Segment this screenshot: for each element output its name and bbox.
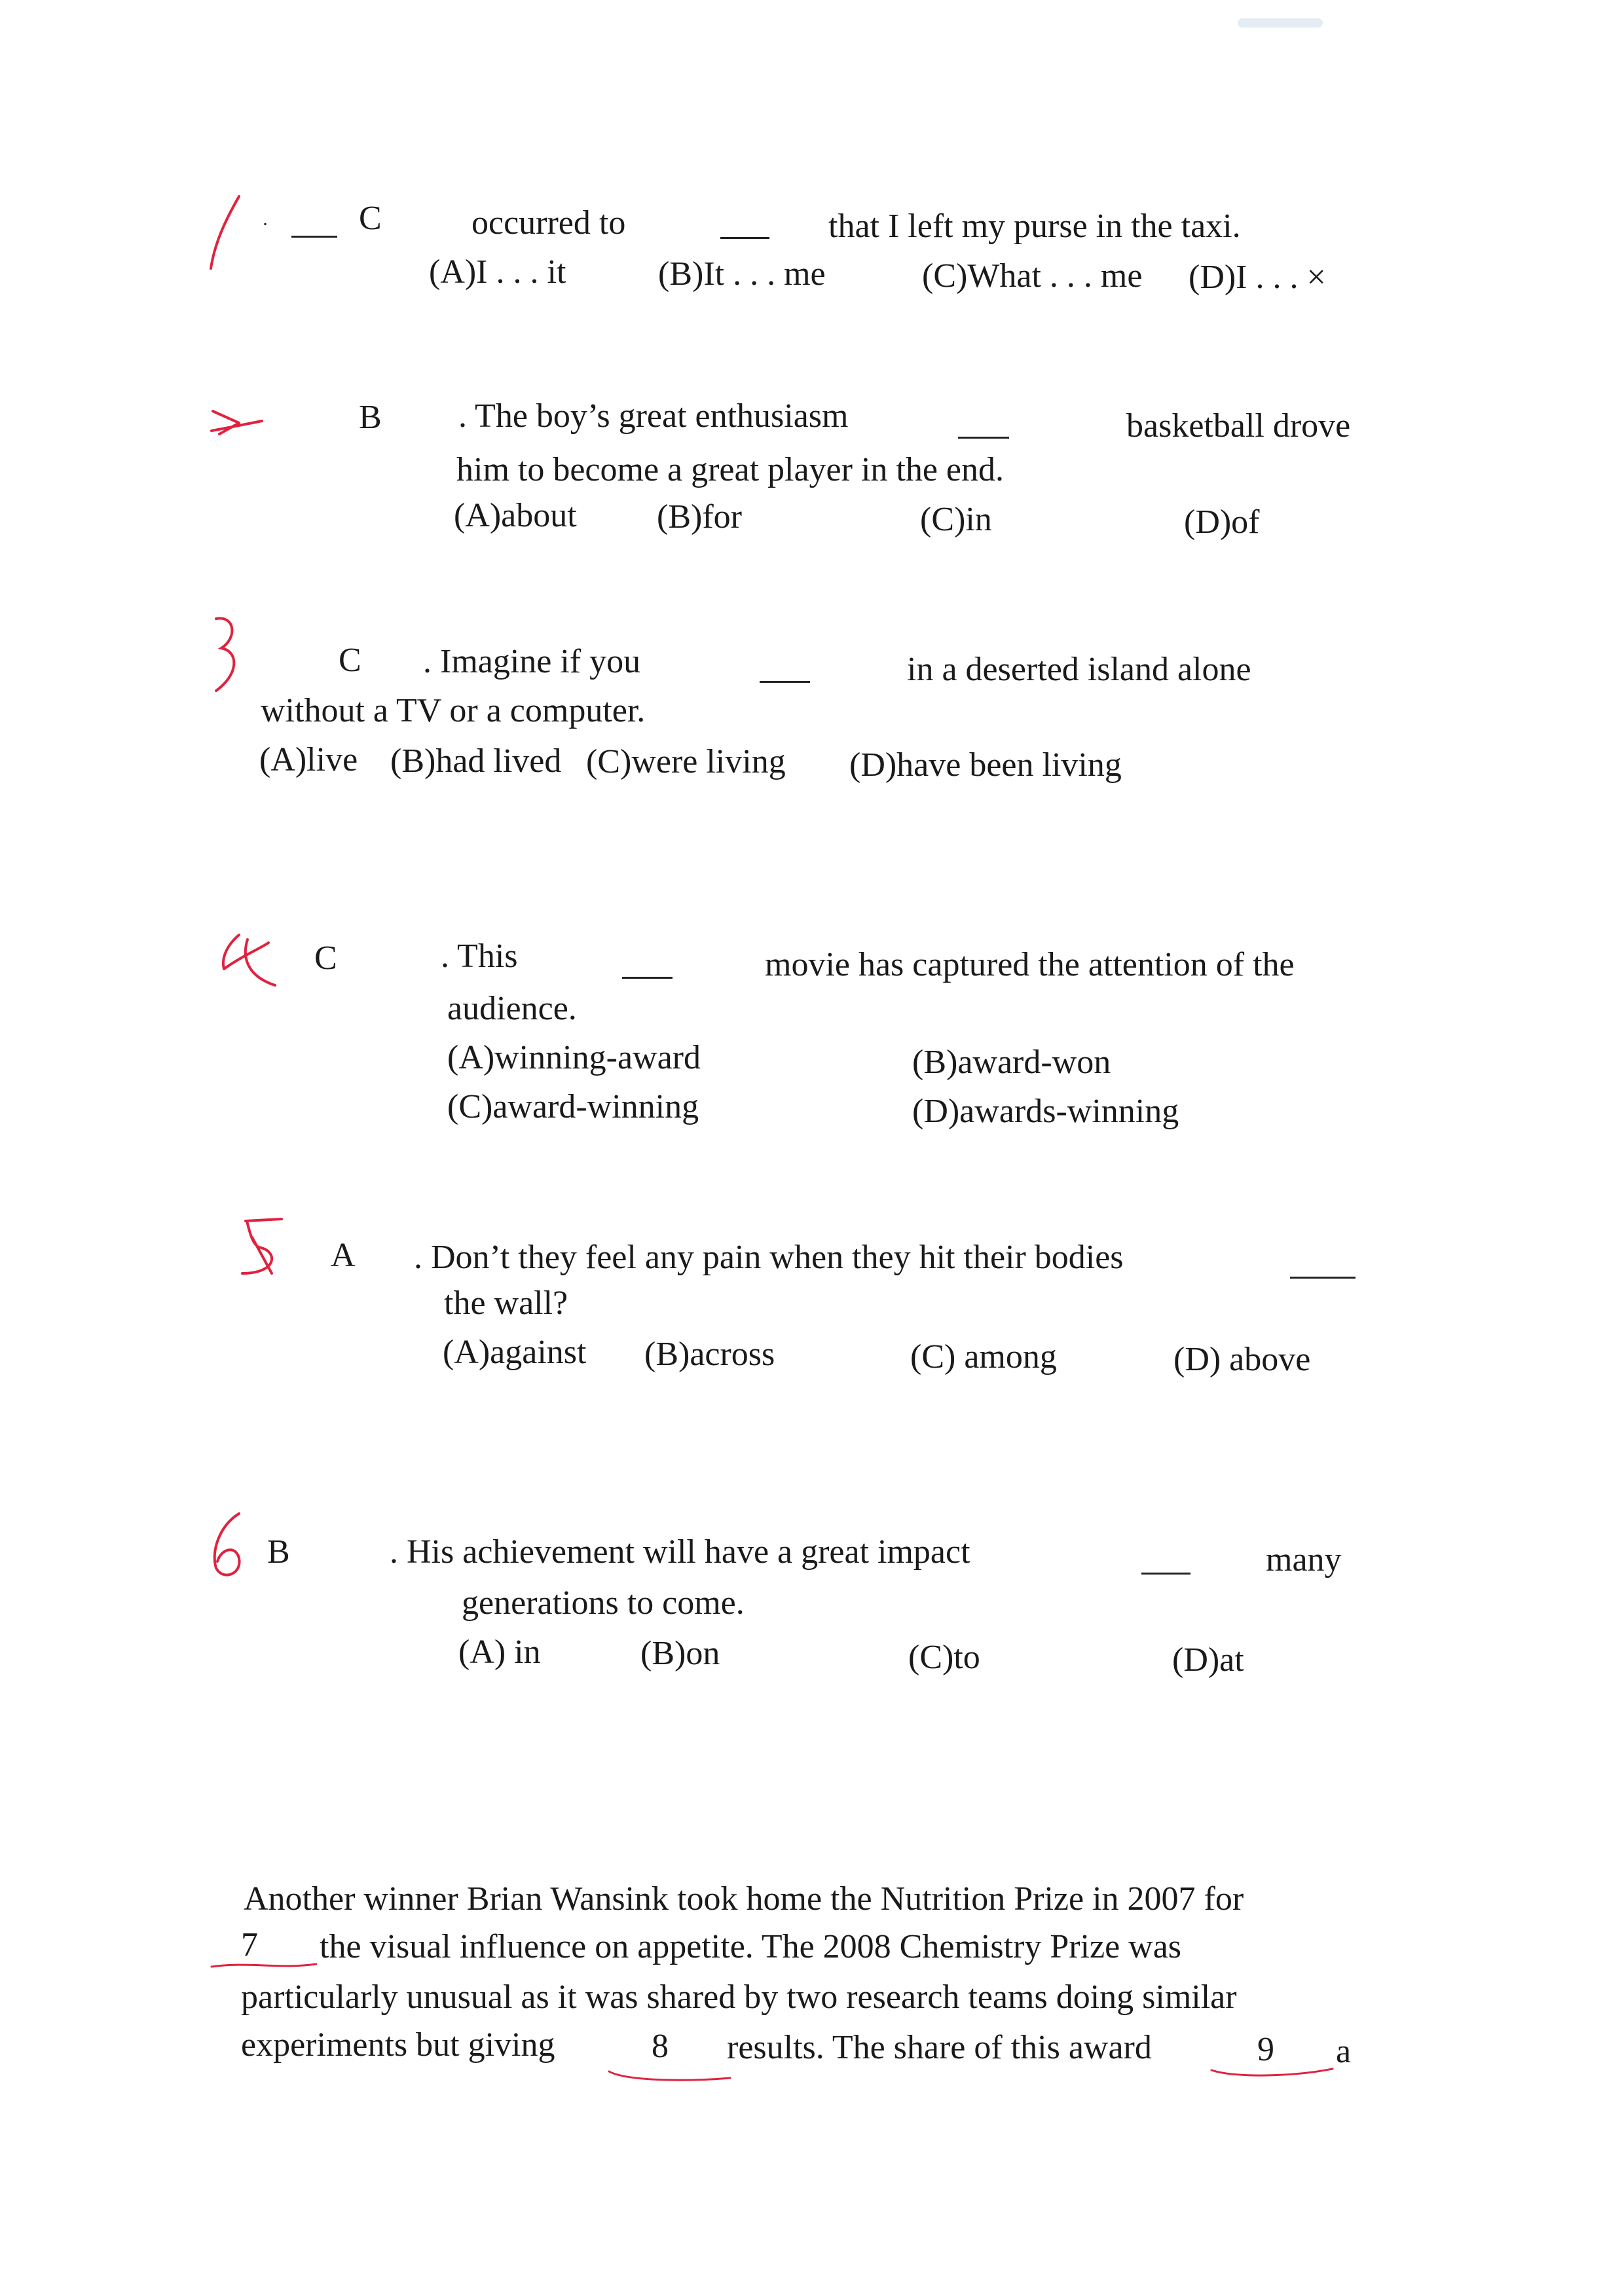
option-d: (D)at	[1172, 1641, 1244, 1679]
option-a: (A)I . . . it	[429, 253, 566, 291]
question-blank	[1141, 1573, 1190, 1575]
answer-letter: C	[359, 200, 382, 237]
scan-smudge	[1238, 18, 1323, 27]
option-a: (A)winning-award	[447, 1039, 701, 1076]
handwritten-number-5	[232, 1211, 291, 1286]
passage-line-4-start: experiments but giving	[241, 2026, 555, 2064]
option-c: (C)award-winning	[447, 1088, 699, 1125]
handwritten-number-2	[206, 405, 272, 447]
handwritten-number-3	[210, 612, 249, 707]
question-blank	[1290, 1277, 1356, 1279]
question-stem-end: basketball drove	[1126, 407, 1351, 445]
option-b: (B)on	[640, 1635, 720, 1672]
option-b: (B)It . . . me	[658, 255, 826, 293]
option-d: (D)of	[1184, 503, 1260, 541]
option-c: (C)What . . . me	[922, 257, 1143, 295]
question-stem: . Imagine if you	[423, 643, 641, 680]
handwritten-underline-9	[1208, 2064, 1339, 2084]
question-stem-line2: generations to come.	[462, 1584, 745, 1622]
option-c: (C)in	[920, 501, 992, 538]
answer-letter: B	[267, 1533, 290, 1571]
blank-number-8: 8	[652, 2028, 669, 2065]
passage-line-4-mid: results. The share of this award	[727, 2029, 1152, 2066]
answer-letter: B	[359, 399, 382, 436]
handwritten-number-1	[203, 190, 249, 285]
question-blank	[958, 437, 1009, 439]
option-b: (B)award-won	[912, 1044, 1111, 1081]
answer-blank	[291, 236, 337, 238]
question-blank	[760, 681, 810, 683]
question-stem: . Don’t they feel any pain when they hit their bodies	[414, 1239, 1124, 1276]
question-blank	[720, 237, 769, 239]
question-stem: . His achievement will have a great impact	[390, 1533, 970, 1571]
option-a: (A)about	[454, 497, 577, 534]
blank-number-9: 9	[1257, 2031, 1274, 2068]
option-b: (B)across	[644, 1336, 775, 1373]
question-stem-end: many	[1266, 1541, 1342, 1578]
handwritten-number-4	[216, 930, 288, 998]
option-d: (D) above	[1173, 1341, 1311, 1378]
option-a: (A)against	[443, 1334, 587, 1371]
option-c: (C) among	[910, 1338, 1057, 1376]
answer-letter: C	[314, 939, 337, 977]
option-c: (C)to	[908, 1639, 980, 1676]
option-d: (D)have been living	[849, 746, 1122, 784]
option-d: (D)awards-winning	[912, 1093, 1179, 1130]
handwritten-underline-8	[606, 2068, 737, 2088]
option-c: (C)were living	[586, 743, 786, 780]
option-b: (B)had lived	[390, 742, 562, 780]
question-stem-line2: without a TV or a computer.	[261, 692, 646, 729]
question-stem: occurred to	[471, 204, 626, 242]
passage-line-4-end: a	[1336, 2033, 1352, 2070]
bullet-dot: ·	[262, 213, 268, 235]
option-a: (A) in	[458, 1633, 541, 1671]
option-d: (D)I . . . ×	[1189, 259, 1326, 296]
handwritten-number-6	[203, 1506, 255, 1588]
question-stem-line2: the wall?	[444, 1285, 568, 1322]
passage-line-1: Another winner Brian Wansink took home the Nutrition Prize in 2007 for	[244, 1880, 1244, 1918]
question-stem-end: that I left my purse in the taxi.	[828, 208, 1241, 245]
answer-letter: C	[339, 642, 361, 679]
passage-line-3: particularly unusual as it was shared by two research teams doing similar	[241, 1978, 1237, 2016]
blank-number-7: 7	[241, 1926, 258, 1963]
option-b: (B)for	[657, 498, 742, 536]
question-stem-line2: audience.	[447, 990, 577, 1027]
answer-letter: A	[331, 1237, 356, 1274]
question-stem-line2: him to become a great player in the end.	[456, 451, 1005, 488]
passage-line-2: the visual influence on appetite. The 2008 Chemistry Prize was	[320, 1928, 1182, 1965]
question-stem-end: movie has captured the attention of the	[765, 946, 1295, 983]
question-blank	[622, 977, 673, 979]
question-stem-end: in a deserted island alone	[907, 651, 1251, 688]
question-stem: . This	[441, 938, 518, 975]
handwritten-underline-7	[208, 1959, 320, 1975]
question-stem: . The boy’s great enthusiasm	[458, 397, 849, 435]
option-a: (A)live	[259, 741, 358, 778]
